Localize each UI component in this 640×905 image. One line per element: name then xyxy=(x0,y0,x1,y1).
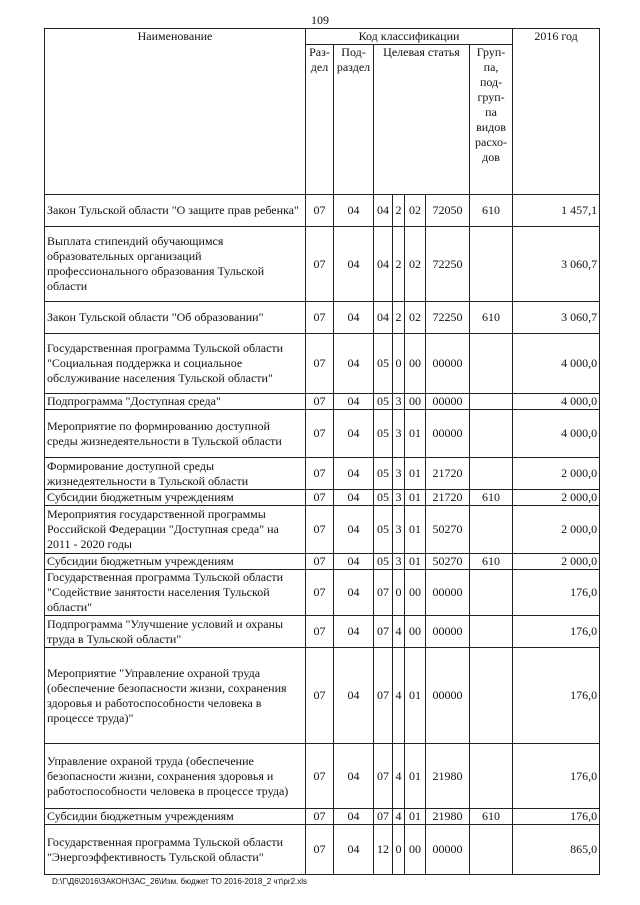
row-section: 07 xyxy=(306,195,334,227)
col-header-expense-group: Груп- па, под- груп- па видов расхо- дов xyxy=(470,45,513,195)
row-section: 07 xyxy=(306,570,334,616)
row-target-subprogram: 3 xyxy=(393,410,405,458)
table-row xyxy=(45,506,600,554)
row-expense-type xyxy=(470,227,513,302)
row-target-subprogram: 2 xyxy=(393,195,405,227)
table-row xyxy=(45,195,600,227)
row-expense-type xyxy=(470,458,513,490)
row-subsection: 04 xyxy=(334,825,374,875)
row-section: 07 xyxy=(306,648,334,744)
row-expense-type xyxy=(470,506,513,554)
row-target-subprogram: 0 xyxy=(393,825,405,875)
row-name: Управление охраной труда (обеспечение безопасности жизни, сохранения здоровья и работоспособности человека в процессе труда) xyxy=(45,744,306,809)
row-target-measure: 01 xyxy=(405,458,426,490)
row-expense-type xyxy=(470,744,513,809)
table-row xyxy=(45,809,600,825)
row-target-subprogram: 3 xyxy=(393,554,405,570)
row-target-program: 05 xyxy=(374,554,393,570)
row-target-program: 05 xyxy=(374,394,393,410)
row-section: 07 xyxy=(306,458,334,490)
row-target-measure: 01 xyxy=(405,744,426,809)
row-name: Выплата стипендий обучающимся образовательных организаций профессионального образования Тульской области xyxy=(45,227,306,302)
row-expense-type xyxy=(470,616,513,648)
row-target-program: 05 xyxy=(374,334,393,394)
row-amount: 176,0 xyxy=(513,616,600,648)
row-target-measure: 00 xyxy=(405,394,426,410)
table-row xyxy=(45,227,600,302)
row-target-program: 04 xyxy=(374,302,393,334)
row-amount: 176,0 xyxy=(513,809,600,825)
row-amount: 4 000,0 xyxy=(513,334,600,394)
row-target-measure: 01 xyxy=(405,554,426,570)
row-amount: 865,0 xyxy=(513,825,600,875)
col-header-section: Раз- дел xyxy=(306,45,334,195)
row-target-subprogram: 3 xyxy=(393,506,405,554)
row-name: Подпрограмма "Улучшение условий и охраны труда в Тульской области" xyxy=(45,616,306,648)
row-amount: 2 000,0 xyxy=(513,458,600,490)
row-target-program: 04 xyxy=(374,227,393,302)
table-row xyxy=(45,334,600,394)
row-name: Государственная программа Тульской области "Социальная поддержка и социальное обслуживание населения Тульской области" xyxy=(45,334,306,394)
row-section: 07 xyxy=(306,744,334,809)
row-subsection: 04 xyxy=(334,394,374,410)
row-subsection: 04 xyxy=(334,195,374,227)
row-target-program: 05 xyxy=(374,506,393,554)
col-header-classification: Код классификации xyxy=(306,29,513,45)
row-target-direction: 00000 xyxy=(426,825,470,875)
row-subsection: 04 xyxy=(334,458,374,490)
row-target-direction: 50270 xyxy=(426,554,470,570)
row-target-measure: 01 xyxy=(405,809,426,825)
file-path-footer: D:\Г\Д6\2016\ЗАКОН\ЗАС_26\Изм. бюджет ТО 2016-2018_2 чт\pr2.xls xyxy=(52,877,308,886)
budget-table xyxy=(44,28,600,875)
row-expense-type xyxy=(470,410,513,458)
row-expense-type: 610 xyxy=(470,809,513,825)
row-subsection: 04 xyxy=(334,554,374,570)
row-target-direction: 00000 xyxy=(426,616,470,648)
row-target-direction: 72250 xyxy=(426,302,470,334)
row-subsection: 04 xyxy=(334,227,374,302)
row-target-direction: 00000 xyxy=(426,334,470,394)
row-target-direction: 00000 xyxy=(426,394,470,410)
row-amount: 176,0 xyxy=(513,648,600,744)
row-section: 07 xyxy=(306,334,334,394)
table-row xyxy=(45,744,600,809)
row-target-measure: 01 xyxy=(405,648,426,744)
row-name: Государственная программа Тульской области "Энергоэффективность Тульской области" xyxy=(45,825,306,875)
row-name: Закон Тульской области "Об образовании" xyxy=(45,302,306,334)
table-row xyxy=(45,648,600,744)
row-target-program: 12 xyxy=(374,825,393,875)
row-target-subprogram: 4 xyxy=(393,809,405,825)
row-amount: 2 000,0 xyxy=(513,490,600,506)
row-target-direction: 21720 xyxy=(426,490,470,506)
row-name: Субсидии бюджетным учреждениям xyxy=(45,490,306,506)
table-row xyxy=(45,394,600,410)
row-target-program: 07 xyxy=(374,616,393,648)
row-subsection: 04 xyxy=(334,616,374,648)
row-target-measure: 00 xyxy=(405,334,426,394)
row-expense-type xyxy=(470,648,513,744)
row-target-direction: 21980 xyxy=(426,744,470,809)
row-section: 07 xyxy=(306,490,334,506)
row-section: 07 xyxy=(306,554,334,570)
row-target-program: 05 xyxy=(374,458,393,490)
row-subsection: 04 xyxy=(334,490,374,506)
row-subsection: 04 xyxy=(334,570,374,616)
table-row xyxy=(45,554,600,570)
row-name: Мероприятие "Управление охраной труда (обеспечение безопасности жизни, сохранения здоровья и работоспособности человека в процессе труда)" xyxy=(45,648,306,744)
row-target-direction: 72050 xyxy=(426,195,470,227)
table-row xyxy=(45,490,600,506)
row-name: Мероприятия государственной программы Российской Федерации "Доступная среда" на 2011 - 2020 годы xyxy=(45,506,306,554)
row-amount: 176,0 xyxy=(513,570,600,616)
row-target-direction: 21980 xyxy=(426,809,470,825)
row-subsection: 04 xyxy=(334,334,374,394)
row-name: Субсидии бюджетным учреждениям xyxy=(45,554,306,570)
row-section: 07 xyxy=(306,616,334,648)
row-subsection: 04 xyxy=(334,506,374,554)
row-name: Мероприятие по формированию доступной среды жизнедеятельности в Тульской области xyxy=(45,410,306,458)
row-expense-type: 610 xyxy=(470,490,513,506)
row-section: 07 xyxy=(306,227,334,302)
row-expense-type xyxy=(470,394,513,410)
row-target-direction: 21720 xyxy=(426,458,470,490)
row-target-program: 07 xyxy=(374,744,393,809)
row-name: Субсидии бюджетным учреждениям xyxy=(45,809,306,825)
row-section: 07 xyxy=(306,394,334,410)
row-section: 07 xyxy=(306,825,334,875)
row-subsection: 04 xyxy=(334,809,374,825)
row-target-direction: 00000 xyxy=(426,570,470,616)
row-target-program: 05 xyxy=(374,490,393,506)
col-header-target: Целевая статья xyxy=(374,45,470,195)
row-target-subprogram: 2 xyxy=(393,302,405,334)
row-subsection: 04 xyxy=(334,410,374,458)
row-target-program: 07 xyxy=(374,809,393,825)
row-target-subprogram: 0 xyxy=(393,334,405,394)
row-expense-type: 610 xyxy=(470,195,513,227)
col-header-name: Наименование xyxy=(45,29,306,195)
row-subsection: 04 xyxy=(334,744,374,809)
row-amount: 4 000,0 xyxy=(513,394,600,410)
row-expense-type: 610 xyxy=(470,554,513,570)
col-header-subsection: Под- раздел xyxy=(334,45,374,195)
row-target-direction: 00000 xyxy=(426,410,470,458)
row-amount: 3 060,7 xyxy=(513,227,600,302)
row-expense-type xyxy=(470,825,513,875)
row-amount: 2 000,0 xyxy=(513,554,600,570)
row-section: 07 xyxy=(306,410,334,458)
row-target-direction: 50270 xyxy=(426,506,470,554)
row-target-subprogram: 4 xyxy=(393,648,405,744)
col-header-year: 2016 год xyxy=(513,29,600,195)
row-target-subprogram: 0 xyxy=(393,570,405,616)
table-row xyxy=(45,616,600,648)
row-target-subprogram: 4 xyxy=(393,616,405,648)
row-target-measure: 01 xyxy=(405,410,426,458)
row-expense-type xyxy=(470,334,513,394)
table-row xyxy=(45,825,600,875)
row-name: Закон Тульской области "О защите прав ребенка" xyxy=(45,195,306,227)
table-row xyxy=(45,410,600,458)
row-target-direction: 00000 xyxy=(426,648,470,744)
row-target-measure: 00 xyxy=(405,570,426,616)
row-target-measure: 00 xyxy=(405,616,426,648)
table-body xyxy=(45,195,600,875)
row-name: Подпрограмма "Доступная среда" xyxy=(45,394,306,410)
row-amount: 3 060,7 xyxy=(513,302,600,334)
row-amount: 176,0 xyxy=(513,744,600,809)
row-expense-type: 610 xyxy=(470,302,513,334)
row-amount: 4 000,0 xyxy=(513,410,600,458)
row-target-measure: 00 xyxy=(405,825,426,875)
row-target-measure: 02 xyxy=(405,195,426,227)
row-amount: 2 000,0 xyxy=(513,506,600,554)
row-subsection: 04 xyxy=(334,648,374,744)
row-name: Государственная программа Тульской области "Содействие занятости населения Тульской области" xyxy=(45,570,306,616)
row-target-subprogram: 3 xyxy=(393,458,405,490)
row-subsection: 04 xyxy=(334,302,374,334)
table-row xyxy=(45,302,600,334)
table-row xyxy=(45,458,600,490)
row-target-subprogram: 2 xyxy=(393,227,405,302)
row-target-subprogram: 3 xyxy=(393,490,405,506)
page-number: 109 xyxy=(311,13,329,27)
row-target-measure: 02 xyxy=(405,302,426,334)
row-target-measure: 01 xyxy=(405,506,426,554)
row-name: Формирование доступной среды жизнедеятельности в Тульской области xyxy=(45,458,306,490)
row-target-direction: 72250 xyxy=(426,227,470,302)
row-target-subprogram: 4 xyxy=(393,744,405,809)
row-section: 07 xyxy=(306,506,334,554)
row-amount: 1 457,1 xyxy=(513,195,600,227)
row-section: 07 xyxy=(306,302,334,334)
row-expense-type xyxy=(470,570,513,616)
table-row xyxy=(45,570,600,616)
row-target-program: 04 xyxy=(374,195,393,227)
row-target-program: 05 xyxy=(374,410,393,458)
row-target-program: 07 xyxy=(374,570,393,616)
row-target-measure: 02 xyxy=(405,227,426,302)
row-target-subprogram: 3 xyxy=(393,394,405,410)
row-section: 07 xyxy=(306,809,334,825)
row-target-program: 07 xyxy=(374,648,393,744)
row-target-measure: 01 xyxy=(405,490,426,506)
